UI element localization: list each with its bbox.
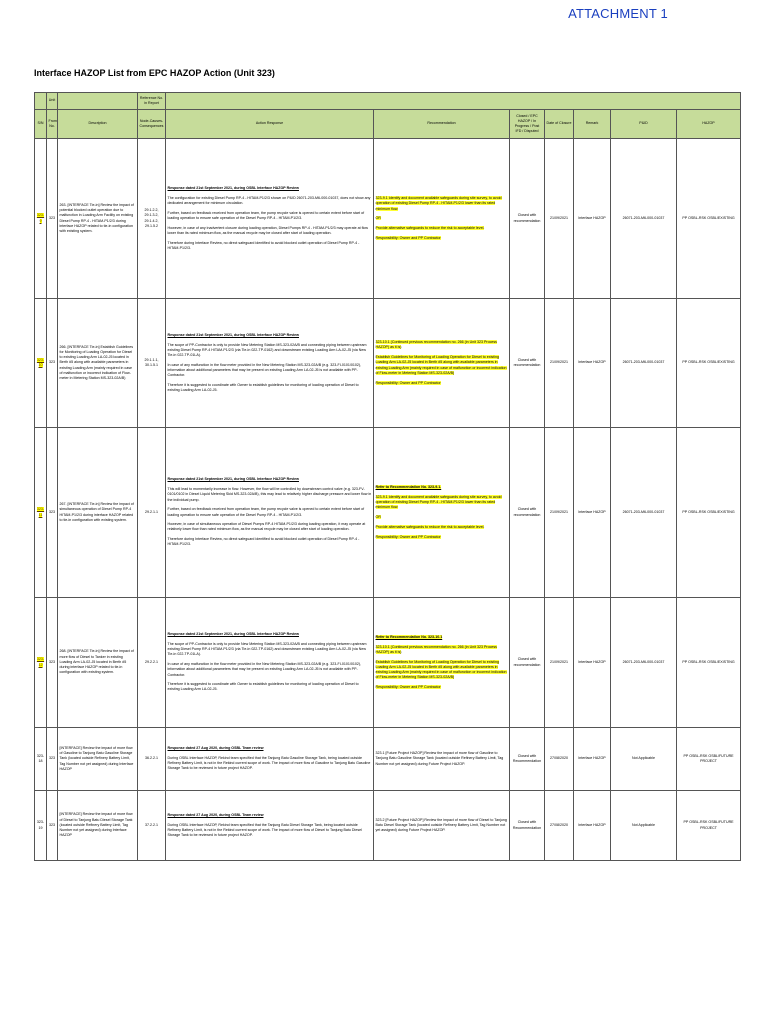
- header-date: Date of Closure: [545, 110, 574, 139]
- row-action: Response dated 21st September 2021, during OSBL Interface HAZOP Review This will lead to momentarily increase in flow. However, the flow will be controlled by downstream control valve (e.g. 323-FV-0101/0102 in Diesel Liquid Metering Skid MS-323-02A/B), this may lead to relatively higher discharge pressure and lower flow in the individual pump. Further, based on feedback received from operation team, the pump recycle valve is opened to certain extent before start of loading operation to ensure safe operation of the Diesel Pump RP-4 - HITAM-P1/2/3. However, in case of simultaneous operation of Diesel Pumps RP-4 HITAM-P1/2/3 during loading operation, it may operate at relatively lower flow than rated minimum flow, as the manual recycle may be closed after start of loading operation. Therefore during Interface Review, no direct safeguard identified to avoid blocked outlet operation of Diesel Pump RP-4 - HITAM-P1/2/3.: [166, 428, 374, 598]
- row-remark: Interface HAZOP: [574, 428, 611, 598]
- row-hazop: PP OSBL-RSK OSBL/EXISTING: [677, 139, 741, 299]
- row-pid: 26071-203-M6-000-01037: [611, 598, 677, 728]
- row-recommendation: 323.1 [Future Project HAZOP] Review the impact of more flow of Gasoline to Tanjung Batu Gasoline Storage Tank (located outside Refinery Battery Limit, Tag Number not yet assigned) during Future Project HAZOP.: [374, 728, 510, 791]
- row-node: 29.2.2.1: [138, 598, 166, 728]
- row-recommendation: Refer to Recommendation No. 323-10.1 323-10.1 (Continued previous recommendation no. 266 (in Unit 323 Process HAZOP) as it is) Establish Guidelines for Monitoring of Loading Operation for Diesel to existing Loading Arm LA-02-J5 located in Berth #5 along with available parameters in existing Loading Arm (mainly required in case of malfunction or incorrect indication of Flow-meter in Metering Station MS-323-02A/B) Responsibility: Owner and PP Contractor: [374, 598, 510, 728]
- row-pid: Not Applicable: [611, 728, 677, 791]
- row-action: Response dated 21st September 2021, during OSBL Interface HAZOP Review The configuration for existing Diesel Pump RP-4 - HITAM-P1/2/3 shown on P&ID 26071-203-M6-000-01037, does not show any dedicated arrangement for minimum circulation. Further, based on feedback received from operation team, the pump recycle valve is opened to certain extent before start of loading operation to ensure safe operation of the Diesel Pump RP-4 - HITAM-P1/2/3. However, in case of any inadvertent closure during loading operation, Diesel Pumps RP-4 - HITAM-P1/2/3 may operate at flow lower than its rated minimum flow, as the manual recycle may be closed after start of loading operation. Therefore during Interface Review, no direct safeguard identified to avoid blocked outlet operation of Diesel Pump RP-4 - HITAM-P1/2/3.: [166, 139, 374, 299]
- row-status: Closed with Recommendation: [510, 791, 545, 861]
- row-status: Closed with recommendation: [510, 139, 545, 299]
- header-blank: [35, 93, 47, 110]
- row-status: Closed with recommendation: [510, 598, 545, 728]
- row-sn: 323-19: [36, 820, 45, 830]
- row-from: 323: [47, 299, 58, 428]
- header-pid: P&ID: [611, 110, 677, 139]
- row-status: Closed with recommendation: [510, 299, 545, 428]
- row-date: 21/09/2021: [545, 598, 574, 728]
- row-hazop: PP OSBL-RSK OSBL/EXISTING: [677, 598, 741, 728]
- table-row: [35, 428, 741, 598]
- row-hazop: PP OSBL-RSK OSBL/EXISTING: [677, 299, 741, 428]
- row-remark: Interface HAZOP: [574, 598, 611, 728]
- header-ref: Reference No. in Report: [138, 93, 166, 110]
- row-from: 323: [47, 791, 58, 861]
- row-remark: Interface HAZOP: [574, 139, 611, 299]
- row-from: 323: [47, 728, 58, 791]
- row-sn: 323-11: [36, 507, 45, 517]
- row-node: 29.1.2.2, 29.1.3.2, 29.1.4.2, 29.1.5.2: [138, 139, 166, 299]
- table-row: [35, 299, 741, 428]
- row-sn: 323-12: [36, 657, 45, 667]
- row-action: Response dated 21st September 2021, during OSBL Interface HAZOP Review The scope of PP-Contractor is only to provide New Metering Station MS-323-02A/B and connecting piping between upstream existing Diesel Pump RP-4 HITAM-P1/2/3 (via Tie-in 022-TP-0162) and downstream existing Loading Arm LA-02-J5 (via New Tie-in 022-TP-01LA). In case of any malfunction in the flow meter provided in the New Metering Station MS-323-02A/B (e.g. 323-FI-0101/0102), information about additional parameters that may be present on existing Loading Arm LA-02-J5 is not available with PP-Contractor. Therefore it is suggested to coordinate with Owner to establish guidelines for monitoring of loading operation of Diesel to existing Loading Arm LA-02-J5.: [166, 598, 374, 728]
- row-sn: 323-9: [36, 213, 45, 223]
- row-hazop: PP OSBL-RSK OSBL/FUTURE PROJECT: [677, 791, 741, 861]
- header-status: Closed / EPC HAZOP / In Progress / Post IFD / Disputed: [510, 110, 545, 139]
- header-remark: Remark: [574, 110, 611, 139]
- row-date: 21/09/2021: [545, 299, 574, 428]
- row-sn: 323-18: [36, 753, 45, 763]
- row-hazop: PP OSBL-RSK OSBL/EXISTING: [677, 428, 741, 598]
- row-date: 27/08/2020: [545, 791, 574, 861]
- attachment-label: ATTACHMENT 1: [568, 6, 668, 21]
- row-description: 268. [INTERFACE Tie-in] Review the impact of more flow of Diesel to Tanker in existing Loading Arm LA-02-J5 located in Berth #5 during interface HAZOP related to tie-in configuration with existing system.: [58, 598, 138, 728]
- table-row: [35, 139, 741, 299]
- row-description: 267. [INTERFACE Tie-in] Review the impact of simultaneous operation of Diesel Pump RP-4 HITAM-P1/2/3 during interface HAZOP related to tie-in configuration with existing system.: [58, 428, 138, 598]
- row-sn: 323-10: [36, 357, 45, 367]
- row-node: 36.2.2.1: [138, 728, 166, 791]
- header-unit: Unit: [47, 93, 58, 110]
- table-row: [35, 791, 741, 861]
- row-remark: Interface HAZOP: [574, 791, 611, 861]
- row-recommendation: Refer to Recommendation No. 323-9.1. 323-9.1 Identify and document available safeguards during site survey, to avoid operation of existing Diesel Pump RP-4 - HITAM-P1/2/3 lower than its rated minimum flow. OR Provide alternative safeguards to reduce the risk to acceptable level. Responsibility: Owner and PP Contractor: [374, 428, 510, 598]
- row-description: 263. [INTERFACE Tie-in] Review the impact of potential blocked outlet operation due to malfunction in Loading Arm Facility on existing Diesel Pump RP-4 - HITAM-P1/2/3 during interface HAZOP related to tie-in configuration with existing system.: [58, 139, 138, 299]
- row-remark: Interface HAZOP: [574, 299, 611, 428]
- row-from: 323: [47, 139, 58, 299]
- header-recommendation: Recommendation: [374, 110, 510, 139]
- row-action: Response dated 27 Aug 2020, during OSBL Team review During OSBL Interface HAZOP, Rekind team specified that the Tanjung Batu Gasoline Storage Tank, being located outside Refinery Battery Limit, is not in the Rekind current scope of work. The impact of more flow of Gasoline to Tanjung Batu Gasoline Storage Tank to be reviewed in future project HAZOP.: [166, 728, 374, 791]
- row-pid: 26071-203-M6-000-01037: [611, 428, 677, 598]
- row-recommendation: 323-9.1 Identify and document available safeguards during site survey, to avoid operation of existing Diesel Pump RP-4 - HITAM-P1/2/3 lower than its rated minimum flow. OR Provide alternative safeguards to reduce the risk to acceptable level. Responsibility: Owner and PP Contractor: [374, 139, 510, 299]
- row-description: 266. [INTERFACE Tie-in] Establish Guidelines for Monitoring of Loading Operation for Diesel to existing Loading Arm LA-02-J5 located in Berth #5 along with available parameters in existing Loading Arm (mainly required in case of malfunction or incorrect indication of Flow-meter in Metering Station MS-323-02A/B): [58, 299, 138, 428]
- row-from: 323: [47, 598, 58, 728]
- header-description: Description: [58, 110, 138, 139]
- row-status: Closed with Recommendation: [510, 728, 545, 791]
- row-recommendation: 323.2 [Future Project HAZOP] Review the impact of more flow of Diesel to Tanjung Batu Diesel Storage Tank (located outside Refinery Battery Limit, Tag Number not yet assigned) during Future Project HAZOP.: [374, 791, 510, 861]
- header-node: Node-Causes-Consequences: [138, 110, 166, 139]
- row-description: [INTERFACE] Review the impact of more flow of Diesel to Tanjung Batu Diesel Storage Tank (located outside Refinery Battery Limit, Tag Number not yet assigned) during Interface HAZOP: [58, 791, 138, 861]
- row-node: 37.2.2.1: [138, 791, 166, 861]
- row-date: 21/09/2021: [545, 428, 574, 598]
- header-from: From No.: [47, 110, 58, 139]
- row-recommendation: 323-10.1 (Continued previous recommendation no. 266 (in Unit 323 Process HAZOP) as it is) Establish Guidelines for Monitoring of Loading Operation for Diesel to existing Loading Arm LA-02-J5 located in Berth #5 along with available parameters in existing Loading Arm (mainly required in case of malfunction or incorrect indication of Flow-meter in Metering Station MS-323-02A/B) Responsibility: Owner and PP Contractor: [374, 299, 510, 428]
- row-remark: Interface HAZOP: [574, 728, 611, 791]
- row-action: Response dated 21st September 2021, during OSBL Interface HAZOP Review The scope of PP-Contractor is only to provide New Metering Station MS-323-02A/B and connecting piping between upstream existing Diesel Pump RP-4 HITAM-P1/2/3 (via Tie-in 022-TP-0162) and downstream existing Loading Arm LA-02-J5 (via New Tie-in 022-TP-01LA). In case of any malfunction in the flow meter provided in the New Metering Station MS-323-02A/B (e.g. 323-FI-0101/0102), information about additional parameters that may be present on existing Loading Arm LA-02-J5 is not available with PP-Contractor. Therefore it is suggested to coordinate with Owner to establish guidelines for monitoring of loading operation of Diesel to existing Loading Arm LA-02-J5.: [166, 299, 374, 428]
- header-hazop: HAZOP: [677, 110, 741, 139]
- header-sn: S/N: [35, 110, 47, 139]
- row-status: Closed with recommendation: [510, 428, 545, 598]
- row-action: Response dated 27 Aug 2020, during OSBL Team review During OSBL Interface HAZOP, Rekind team specified that the Tanjung Batu Diesel Storage Tank, being located outside Refinery Battery Limit, is not in the Rekind current scope of work. The impact of more flow of Diesel to Tanjung Batu Diesel Storage Tank to be reviewed in future project HAZOP.: [166, 791, 374, 861]
- row-pid: 26071-203-M6-000-01037: [611, 299, 677, 428]
- row-date: 21/09/2021: [545, 139, 574, 299]
- row-description: [INTERFACE] Review the impact of more flow of Gasoline to Tanjung Batu Gasoline Storage Tank (located outside Refinery Battery Limit, Tag Number not yet assigned) during Interface HAZOP: [58, 728, 138, 791]
- row-from: 323: [47, 428, 58, 598]
- row-node: 29.2.1.1: [138, 428, 166, 598]
- row-hazop: PP OSBL-RSK OSBL/FUTURE PROJECT: [677, 728, 741, 791]
- hazop-table: [34, 92, 741, 861]
- row-pid: Not Applicable: [611, 791, 677, 861]
- document-title: Interface HAZOP List from EPC HAZOP Action (Unit 323): [34, 68, 275, 78]
- row-pid: 26071-203-M6-000-01037: [611, 139, 677, 299]
- row-date: 27/08/2020: [545, 728, 574, 791]
- header-action: Action Response: [166, 110, 374, 139]
- table-row: [35, 598, 741, 728]
- row-node: 29.1.1.1, 30.1.5.1: [138, 299, 166, 428]
- table-row: [35, 728, 741, 791]
